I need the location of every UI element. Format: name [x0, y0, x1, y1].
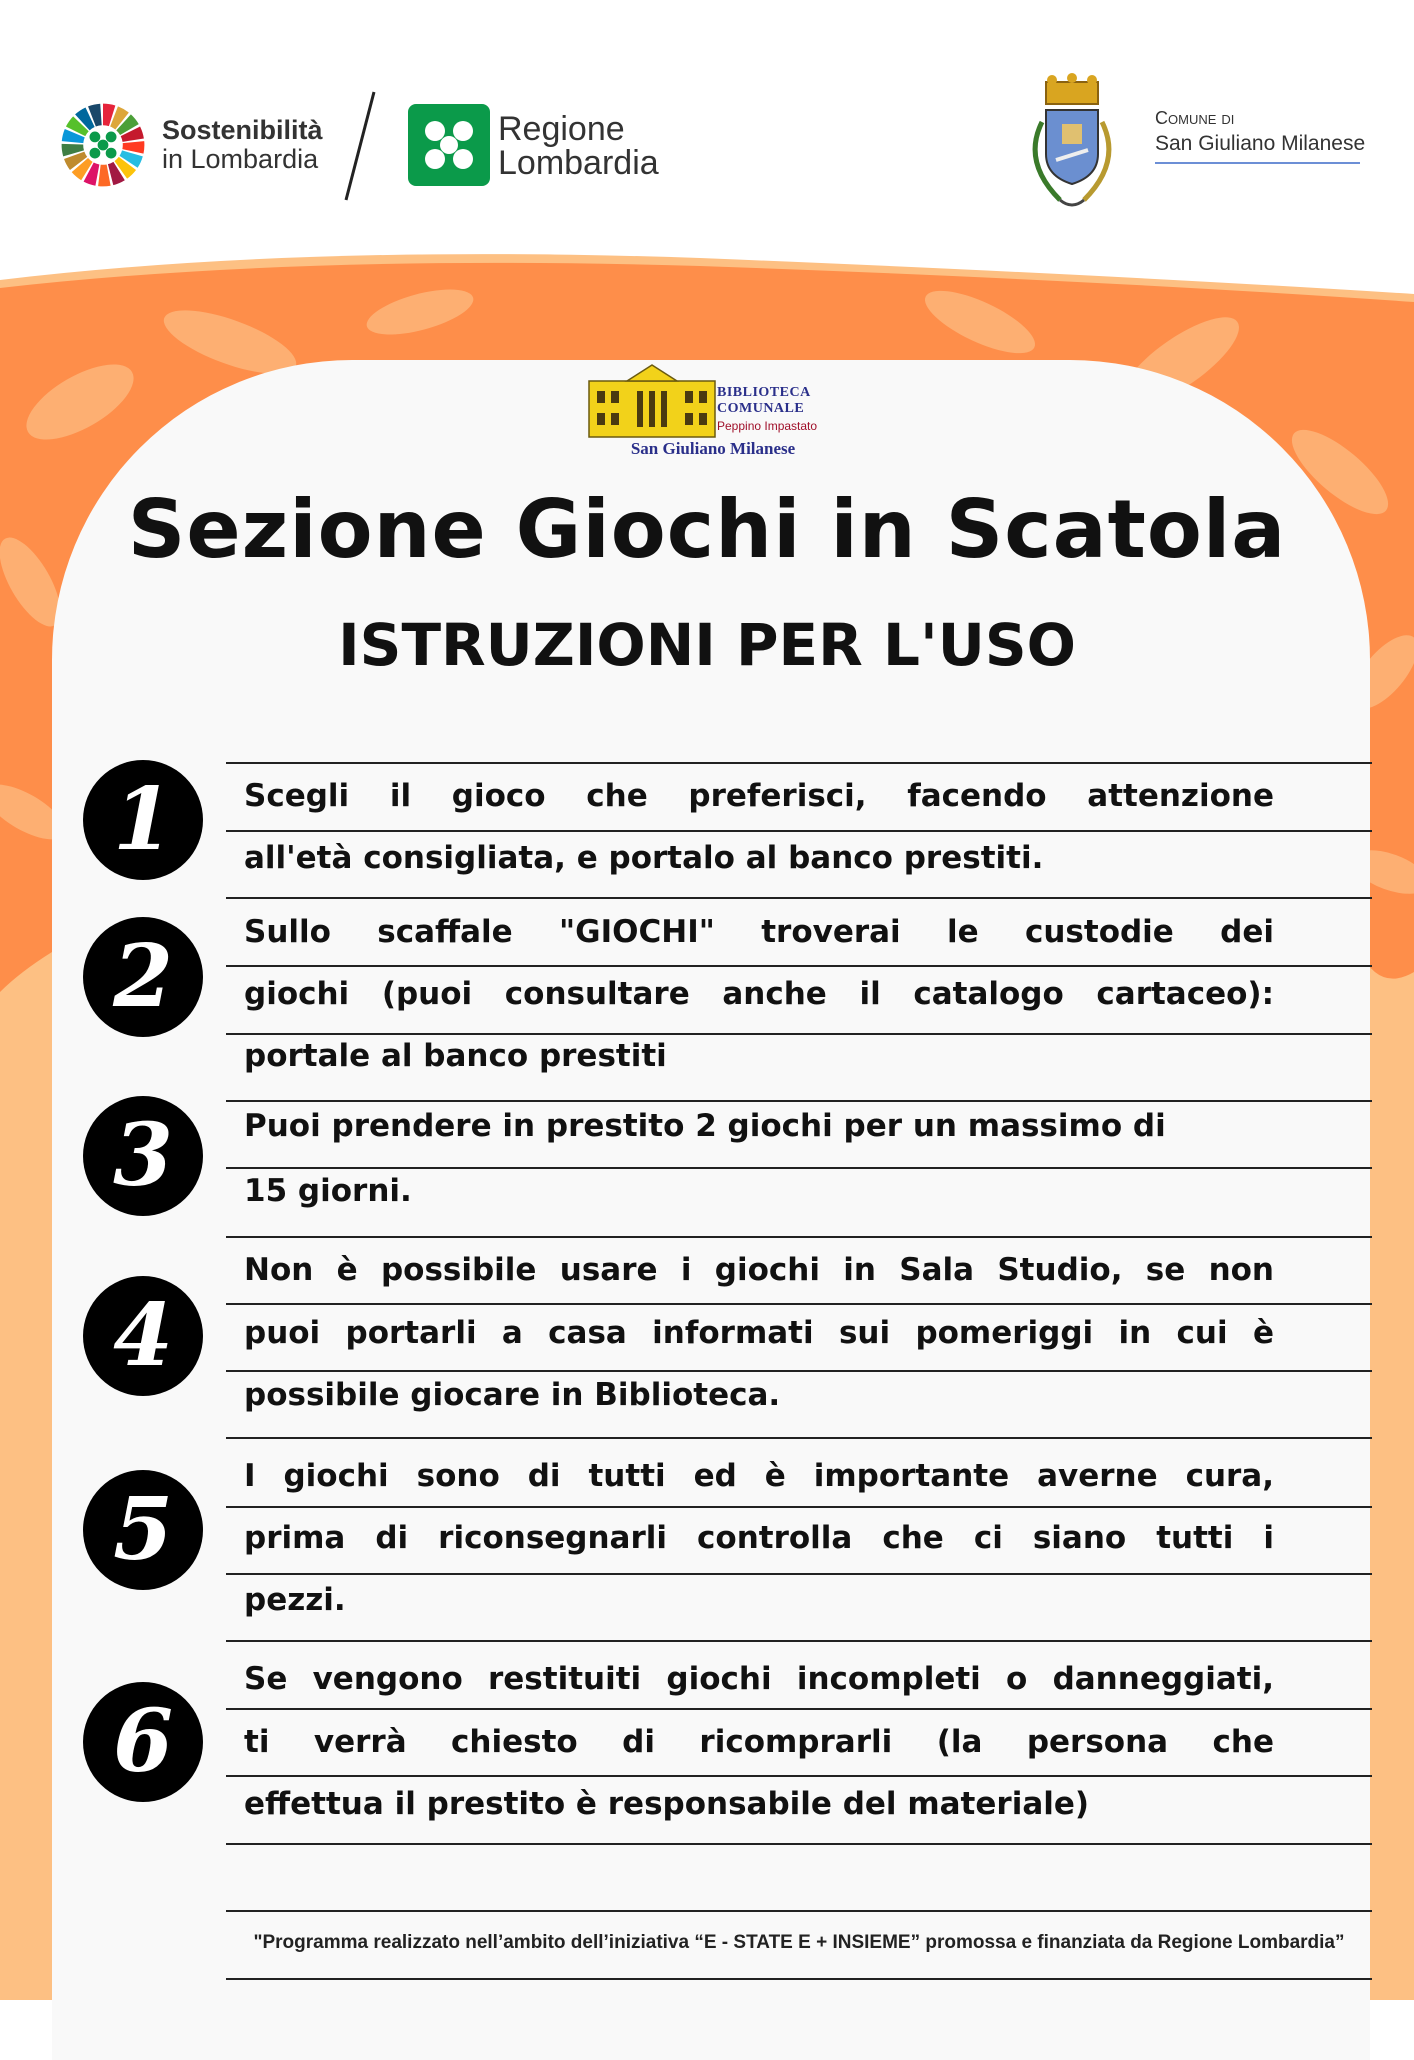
instruction-text-line: Non è possibile usare i giochi in Sala Studio, se non [244, 1252, 1274, 1288]
region-lombardia-logo-icon [408, 104, 490, 186]
step-number-4-icon: 4 [83, 1276, 203, 1396]
instruction-text-line: Sullo scaffale "GIOCHI" troverai le custodie dei [244, 914, 1274, 950]
library-logo-line3: Peppino Impastato [717, 419, 818, 433]
instruction-text-line: puoi portarli a casa informati sui pomeriggi in cui è [244, 1315, 1274, 1351]
region-lombardia-logo-text [498, 112, 659, 180]
instruction-text-line: giochi (puoi consultare anche il catalogo cartaceo): [244, 976, 1274, 1012]
municipality-name [1155, 106, 1366, 164]
instruction-text-line: ti verrà chiesto di ricomprarli (la persona che [244, 1724, 1274, 1760]
instruction-text-line: all'età consigliata, e portalo al banco prestiti. [244, 840, 1044, 876]
region-logo-line1: Regione [498, 110, 625, 148]
municipal-crest-icon [1012, 72, 1132, 217]
instruction-text-line: possibile giocare in Biblioteca. [244, 1377, 781, 1413]
step-number-2-icon: 2 [83, 917, 203, 1037]
instruction-text-line: prima di riconsegnarli controlla che ci siano tutti i [244, 1520, 1274, 1556]
header [0, 0, 1414, 250]
funding-footnote: "Programma realizzato nell’ambito dell’iniziativa “E - STATE E + INSIEME” promossa e finanziata da Regione Lombardia” [253, 1932, 1345, 1953]
instruction-text-line: 15 giorni. [244, 1173, 412, 1209]
step-number-5-icon: 5 [83, 1470, 203, 1590]
municipality-line2: San Giuliano Milanese [1155, 130, 1360, 164]
page-subtitle: ISTRUZIONI PER L'USO [338, 611, 1076, 679]
sustainability-logo-line2: in Lombardia [162, 144, 319, 174]
sustainability-wheel-icon [58, 100, 148, 190]
instruction-text-line: Se vengono restituiti giochi incompleti o danneggiati, [244, 1661, 1274, 1697]
instruction-text-line: effettua il prestito è responsabile del materiale) [244, 1786, 1090, 1822]
page-title: Sezione Giochi in Scatola [127, 483, 1287, 576]
municipality-line1: Comune di [1155, 108, 1235, 128]
instruction-text-line: Puoi prendere in prestito 2 giochi per un massimo di [244, 1108, 1166, 1144]
library-logo-line2: COMUNALE [717, 401, 805, 416]
instruction-text-line: portale al banco prestiti [244, 1038, 667, 1074]
library-logo-line4: San Giuliano Milanese [630, 439, 796, 458]
library-logo-line1: BIBLIOTECA [717, 385, 811, 400]
instruction-text-line: I giochi sono di tutti ed è importante averne cura, [244, 1458, 1274, 1494]
instruction-text-line: pezzi. [244, 1582, 346, 1618]
step-number-6-icon: 6 [83, 1682, 203, 1802]
library-building-icon [587, 363, 717, 441]
divider-slash [340, 90, 380, 202]
sustainability-logo-text [162, 116, 323, 174]
instruction-text-line: Scegli il gioco che preferisci, facendo attenzione [244, 778, 1274, 814]
sustainability-logo-line1: Sostenibilità [162, 115, 323, 145]
library-logo [587, 363, 839, 463]
wheel-segment [98, 164, 110, 186]
step-number-1-icon: 1 [83, 760, 203, 880]
step-number-3-icon: 3 [83, 1096, 203, 1216]
region-logo-line2: Lombardia [498, 144, 659, 182]
